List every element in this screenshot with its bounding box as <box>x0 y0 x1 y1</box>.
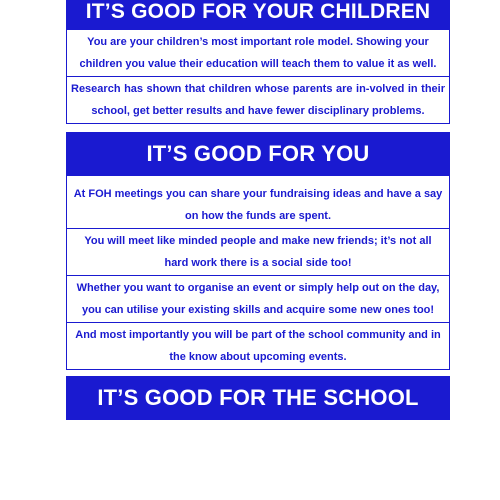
paragraph-role-model: You are your children’s most important role model. Showing your children you value their education will teach them to value it as well. <box>66 30 450 77</box>
section-heading-children: IT’S GOOD FOR YOUR CHILDREN <box>66 0 450 30</box>
paragraph-skills: Whether you want to organise an event or simply help out on the day, you can utilise your existing skills and acquire some new ones too! <box>66 276 450 323</box>
section-gap <box>66 124 450 132</box>
paragraph-research: Research has shown that children whose parents are in-volved in their school, get better results and have fewer disciplinary problems. <box>66 77 450 124</box>
section-heading-school: IT’S GOOD FOR THE SCHOOL <box>66 376 450 420</box>
section-heading-you: IT’S GOOD FOR YOU <box>66 132 450 176</box>
paragraph-new-friends: You will meet like minded people and make new friends; it’s not all hard work there is a social side too! <box>66 229 450 276</box>
paragraph-fundraising: At FOH meetings you can share your fundraising ideas and have a say on how the funds are spent. <box>66 182 450 229</box>
flyer <box>66 0 450 500</box>
paragraph-community: And most importantly you will be part of the school community and in the know about upcoming events. <box>66 323 450 370</box>
